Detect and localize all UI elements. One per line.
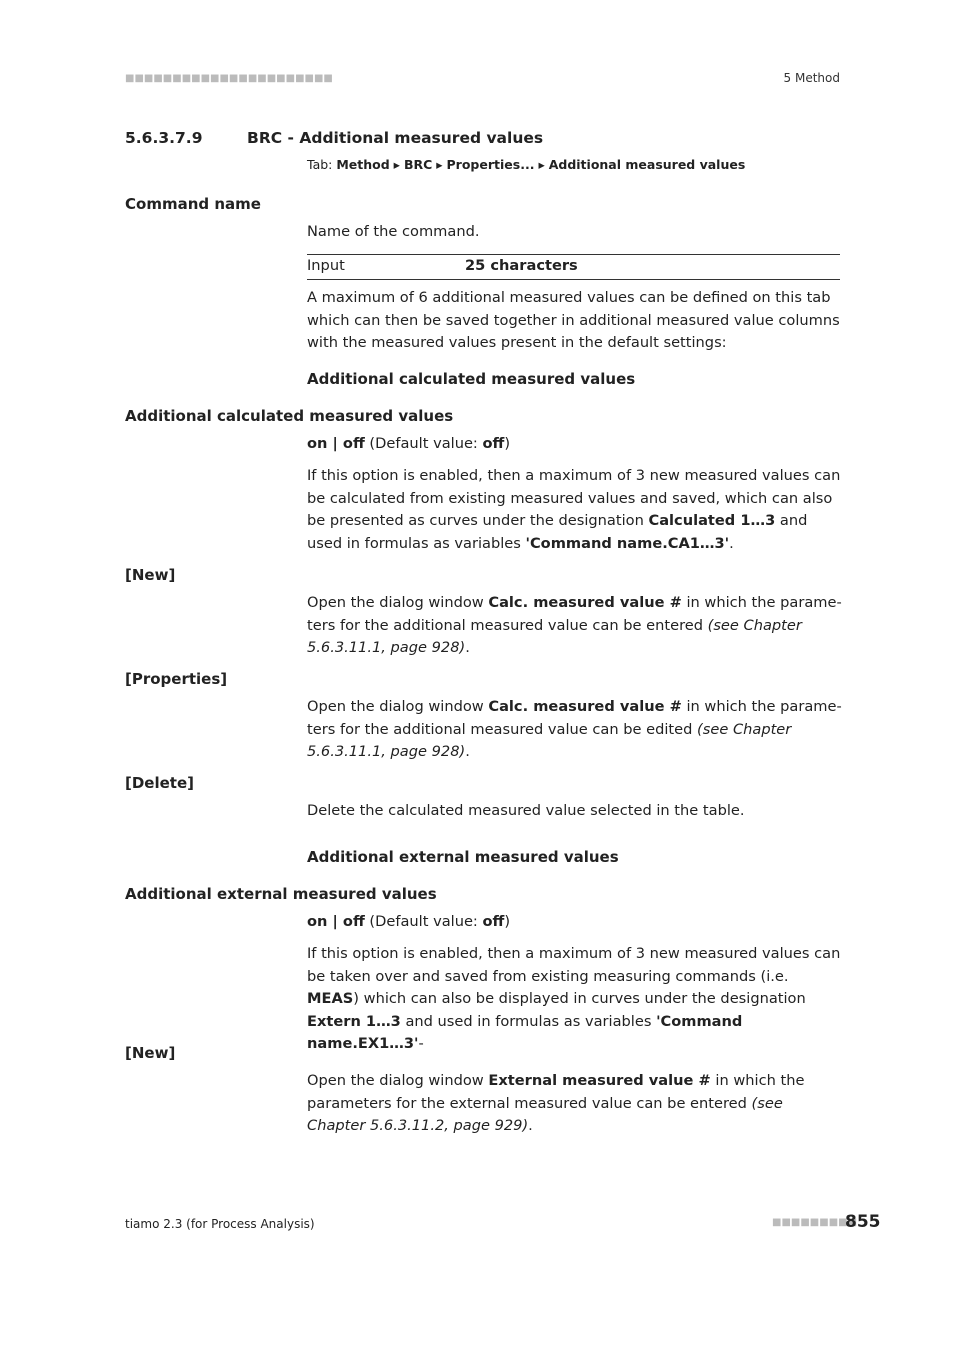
ext-subheading: Additional external measured values bbox=[307, 848, 619, 866]
calc-delete-desc: Delete the calculated measured value selected in the table. bbox=[307, 802, 745, 819]
opt-on: on bbox=[307, 435, 328, 452]
command-name-label: Command name bbox=[125, 195, 261, 213]
chapter-link[interactable]: (see Chapter 5.6.3.11.1, page 928) bbox=[307, 720, 792, 761]
ext-options bbox=[307, 911, 842, 934]
ext-new-label: [New] bbox=[125, 1044, 176, 1062]
section-number: 5.6.3.7.9 bbox=[125, 129, 203, 147]
footer-decoration: ■■■■■■■■■ bbox=[772, 1217, 858, 1228]
calc-subheading: Additional calculated measured values bbox=[307, 370, 636, 388]
input-table bbox=[307, 254, 840, 280]
arrow-icon: ▸ bbox=[436, 157, 443, 172]
default-post: ) bbox=[504, 913, 511, 930]
opt-on: on bbox=[307, 913, 328, 930]
arrow-icon: ▸ bbox=[393, 157, 400, 172]
default-val: off bbox=[482, 913, 505, 930]
default-pre: (Default value: bbox=[364, 913, 483, 930]
header-decoration: ■■■■■■■■■■■■■■■■■■■■■■ bbox=[125, 73, 333, 84]
opt-off: off bbox=[342, 435, 365, 452]
tab-path-properties: Properties... bbox=[446, 157, 535, 172]
footer-product: tiamo 2.3 (for Process Analysis) bbox=[125, 1217, 315, 1231]
command-name-desc: Name of the command. bbox=[307, 223, 480, 240]
calc-description: If this option is enabled, then a maximum of 3 new measured values can be calculated from existing measured values and saved, which can also be presented as curves under the designation Calculated 1…3 and used in formulas as variables 'Command name.CA1…3'. bbox=[307, 467, 841, 552]
header-chapter: 5 Method bbox=[783, 71, 840, 85]
tab-prefix: Tab: bbox=[307, 157, 333, 172]
calc-properties-desc: Open the dialog window Calc. measured value # in which the parame- ters for the additional measured value can be edited (see Chapter 5.6.3.11.1, page 928). bbox=[307, 698, 842, 761]
ext-description: If this option is enabled, then a maximum of 3 new measured values can be taken over and saved from existing measuring commands (i.e. MEAS) which can also be displayed in curves under the designation Extern 1…3 and used in formulas as variables 'Command name.EX1…3'- bbox=[307, 945, 841, 1053]
calc-label: Additional calculated measured values bbox=[125, 407, 454, 425]
tab-path-brc: BRC bbox=[403, 157, 433, 172]
tab-path bbox=[307, 157, 745, 172]
calc-options bbox=[307, 433, 842, 456]
tab-path-additional: Additional measured values bbox=[548, 157, 746, 172]
opt-off: off bbox=[342, 913, 365, 930]
opt-sep: | bbox=[327, 913, 343, 930]
calc-delete-label: [Delete] bbox=[125, 774, 194, 792]
page-number: 855 bbox=[845, 1212, 881, 1232]
chapter-link[interactable]: (see Chapter 5.6.3.11.2, page 929) bbox=[307, 1094, 783, 1135]
chapter-link[interactable]: (see Chapter 5.6.3.11.1, page 928) bbox=[307, 616, 802, 657]
opt-sep: | bbox=[327, 435, 343, 452]
ext-new-desc: Open the dialog window External measured value # in which the parameters for the external measured value can be entered (see Chapter 5.6.3.11.2, page 929). bbox=[307, 1072, 805, 1135]
command-name-para: A maximum of 6 additional measured values can be defined on this tab which can then be saved together in additional measured value columns with the measured values present in the default settings: bbox=[307, 289, 840, 352]
tab-path-method: Method bbox=[336, 157, 390, 172]
input-value: 25 characters bbox=[465, 257, 578, 274]
calc-properties-label: [Properties] bbox=[125, 670, 228, 688]
ext-label: Additional external measured values bbox=[125, 885, 437, 903]
calc-new-label: [New] bbox=[125, 566, 176, 584]
default-val: off bbox=[482, 435, 505, 452]
calc-new-desc: Open the dialog window Calc. measured value # in which the parame- ters for the additional measured value can be entered (see Chapter 5.6.3.11.1, page 928). bbox=[307, 594, 842, 657]
default-pre: (Default value: bbox=[364, 435, 483, 452]
section-title: BRC - Additional measured values bbox=[247, 129, 544, 147]
input-label: Input bbox=[307, 257, 345, 274]
default-post: ) bbox=[504, 435, 511, 452]
arrow-icon: ▸ bbox=[538, 157, 545, 172]
